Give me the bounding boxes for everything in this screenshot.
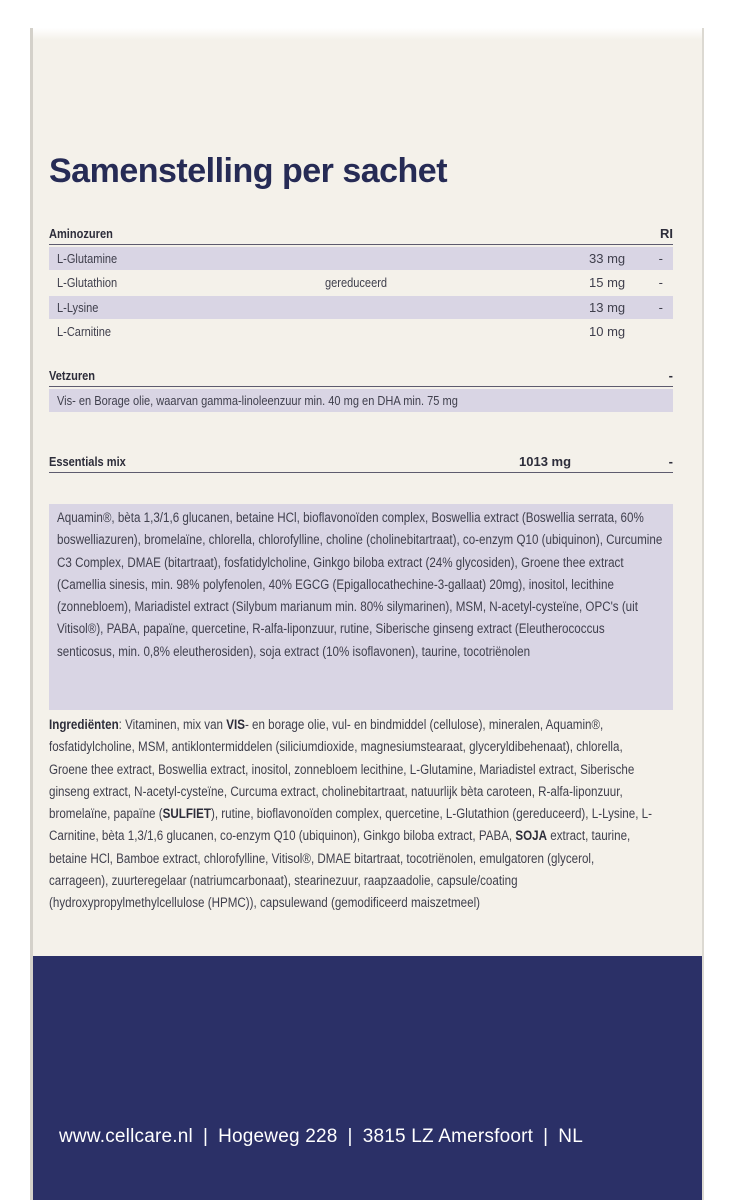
amino-name: L-Glutathion <box>57 275 118 290</box>
ingredients <box>49 714 673 915</box>
amino-header <box>49 224 673 245</box>
ri-header: RI <box>660 226 673 241</box>
ingredients-part: : Vitaminen, mix van <box>118 717 227 732</box>
fatty-header-label: Vetzuren <box>49 368 96 383</box>
amino-header-label: Aminozuren <box>49 226 113 241</box>
amino-amount: 15 mg <box>589 275 626 290</box>
mix-box <box>49 504 673 710</box>
amino-name: L-Lysine <box>57 300 99 315</box>
footer-band <box>33 956 702 1200</box>
mix-header-label: Essentials mix <box>49 454 126 469</box>
amino-ri: - <box>658 275 663 290</box>
amino-row <box>49 296 673 319</box>
ingredients-part: extract, taurine, betaine HCl, Bamboe extract, chlorofylline, Vitisol®, DMAE bitartraat, tocotriënolen, emulgatoren (glycerol, carrageen), zuurteregelaar (natriumcarbonaat), stearinezuur, raapzaadolie, capsule/coating (hydroxypropylmethylcellulose (HPMC)), capsulewand (gemodificeerd maiszetmeel) <box>49 828 631 911</box>
ingredients-part: - en borage olie, vul- en bindmiddel (cellulose), mineralen, Aquamin®, fosfatidylcholine, MSM, antiklontermiddelen (siliciumdioxide, magnesiumstearaat, glyceryldibehenaat), chlorella, Groene thee extract, Boswellia extract, inositol, zonnebloem lecithine, L-Glutamine, Mariadistel extract, Siberische ginseng extract, N-acetyl-cysteïne, Curcuma extract, cholinebitartraat, natuurlijk bèta caroteen, R-alfa-liponzuur, bromelaïne, papaïne ( <box>49 717 635 822</box>
amino-amount: 33 mg <box>589 251 626 266</box>
footer-website: www.cellcare.nl <box>59 1126 193 1147</box>
fatty-ri: - <box>668 368 673 383</box>
amino-row <box>49 271 673 294</box>
footer-separator: | <box>347 1126 353 1147</box>
ingredients-label: Ingrediënten <box>49 717 119 732</box>
mix-amount: 1013 mg <box>519 454 572 469</box>
amino-row <box>49 320 673 343</box>
amino-name: L-Carnitine <box>57 324 112 339</box>
package-panel <box>30 28 704 1200</box>
fatty-header <box>49 366 673 387</box>
fatty-text: Vis- en Borage olie, waarvan gamma-linoleenzuur min. 40 mg en DHA min. 75 mg <box>57 393 458 408</box>
amino-ri: - <box>658 251 663 266</box>
amino-name: L-Glutamine <box>57 251 118 266</box>
mix-text: Aquamin®, bèta 1,3/1,6 glucanen, betaine HCl, bioflavonoïden complex, Boswellia extract (Boswellia serrata, 60% boswelliazuren), bromelaïne, chlorella, chlorofylline, choline (cholinebitartraat), co-enzym Q10 (ubiquinon), Curcumine C3 Complex, DMAE (bitartraat), fosfatidylcholine, Ginkgo biloba extract (24% glycosiden), Groene thee extract (Camellia sinesis, min. 98% polyfenolen, 40% EGCG (Epigallocathechine-3-gallaat) 20mg), inositol, lecithine (zonnebloem), Mariadistel extract (Silybum marianum min. 80% silymarinen), MSM, N-acetyl-cysteïne, OPC's (uit Vitisol®), PABA, papaïne, quercetine, R-alfa-liponzuur, rutine, Siberische ginseng extract (Eleutherococcus senticosus, min. 0,8% eleutherosiden), soja extract (10% isoflavonen), taurine, tocotriënolen <box>57 510 663 659</box>
allergen-fish: VIS <box>226 717 245 732</box>
ingredients-text <box>49 714 655 915</box>
footer-separator: | <box>543 1126 549 1147</box>
footer-street: Hogeweg 228 <box>218 1126 338 1147</box>
amino-row <box>49 247 673 270</box>
mix-ri: - <box>668 454 673 469</box>
allergen-sulfite: SULFIET <box>162 806 211 822</box>
ingredients-part: ), rutine, bioflavonoïden complex, quercetine, L-Glutathion (gereduceerd), L-Lysine, L-Carnitine, bèta 1,3/1,6 glucanen, co-enzym Q10 (ubiquinon), Ginkgo biloba extract, PABA, <box>49 806 652 844</box>
footer-address <box>59 1126 679 1148</box>
footer-separator: | <box>202 1126 209 1147</box>
fatty-row <box>49 389 673 412</box>
mix-header <box>49 452 673 473</box>
footer-country: NL <box>558 1126 583 1147</box>
amino-ri: - <box>658 300 663 315</box>
allergen-soy: SOJA <box>515 828 548 844</box>
footer-city: 3815 LZ Amersfoort <box>362 1126 534 1147</box>
page-title: Samenstelling per sachet <box>49 152 448 190</box>
amino-amount: 10 mg <box>589 324 626 339</box>
package-top-edge <box>33 28 702 40</box>
amino-note: gereduceerd <box>325 275 388 290</box>
amino-amount: 13 mg <box>589 300 626 315</box>
